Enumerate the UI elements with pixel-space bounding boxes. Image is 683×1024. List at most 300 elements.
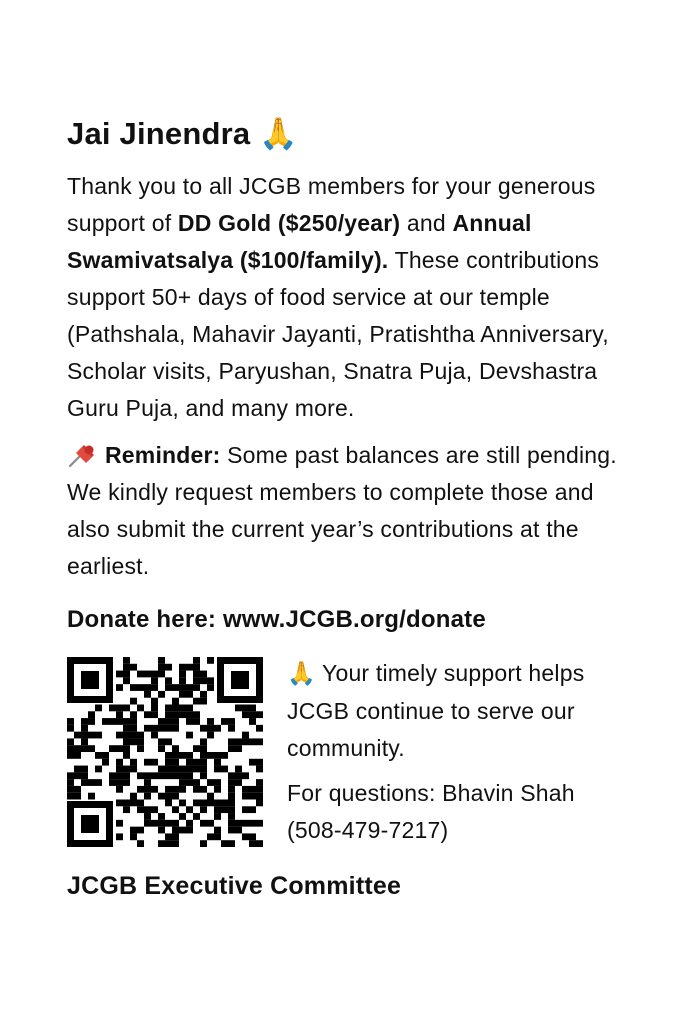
qr-module	[123, 766, 130, 773]
qr-module	[137, 772, 144, 779]
qr-module	[186, 691, 193, 698]
qr-module	[67, 718, 74, 725]
qr-module	[200, 725, 207, 732]
qr-module	[67, 779, 74, 786]
qr-module	[193, 684, 200, 691]
qr-module	[151, 732, 158, 739]
qr-module	[186, 759, 193, 766]
qr-module	[151, 772, 158, 779]
contact-text: For questions: Bhavin Shah (508-479-7217)	[287, 780, 575, 843]
qr-module	[74, 772, 81, 779]
qr-module	[81, 738, 88, 745]
qr-module	[193, 779, 200, 786]
qr-module	[228, 718, 235, 725]
qr-module	[228, 786, 235, 793]
qr-module	[207, 732, 214, 739]
qr-module	[242, 793, 249, 800]
qr-module	[179, 827, 186, 834]
qr-module	[137, 684, 144, 691]
qr-module	[88, 732, 95, 739]
qr-module	[67, 793, 74, 800]
qr-module	[95, 732, 102, 739]
qr-module	[214, 827, 221, 834]
qr-module	[95, 766, 102, 773]
qr-module	[88, 718, 95, 725]
qr-module	[228, 840, 235, 847]
qr-code[interactable]	[67, 657, 263, 847]
qr-module	[130, 698, 137, 705]
qr-module	[207, 833, 214, 840]
qr-module	[214, 725, 221, 732]
qr-module	[172, 840, 179, 847]
qr-module	[130, 827, 137, 834]
qr-module	[193, 759, 200, 766]
qr-module	[221, 718, 228, 725]
qr-module	[242, 820, 249, 827]
qr-module	[137, 671, 144, 678]
qr-module	[158, 738, 165, 745]
qr-module	[172, 827, 179, 834]
qr-module	[186, 684, 193, 691]
qr-module	[256, 800, 263, 807]
qr-module	[186, 732, 193, 739]
qr-module	[144, 711, 151, 718]
qr-module	[186, 711, 193, 718]
qr-module	[74, 732, 81, 739]
qr-module	[256, 840, 263, 847]
qr-module	[172, 786, 179, 793]
qr-module	[228, 725, 235, 732]
qr-module	[116, 786, 123, 793]
qr-module	[207, 677, 214, 684]
qr-module	[256, 793, 263, 800]
qr-module	[256, 786, 263, 793]
pushpin-icon	[67, 442, 97, 466]
qr-module	[67, 752, 74, 759]
qr-module	[144, 786, 151, 793]
qr-module	[130, 664, 137, 671]
qr-module	[228, 779, 235, 786]
qr-module	[151, 820, 158, 827]
thanks-intro: Thank you to all JCGB members for your generous support of	[67, 173, 596, 236]
qr-module	[256, 759, 263, 766]
qr-module	[137, 786, 144, 793]
qr-module	[207, 725, 214, 732]
qr-module	[123, 671, 130, 678]
qr-module	[256, 711, 263, 718]
qr-module	[179, 772, 186, 779]
qr-module	[88, 745, 95, 752]
qr-module	[165, 705, 172, 712]
qr-module	[158, 664, 165, 671]
greeting-heading	[67, 112, 627, 156]
qr-module	[67, 786, 74, 793]
qr-module	[186, 806, 193, 813]
qr-module	[242, 738, 249, 745]
qr-module	[193, 745, 200, 752]
qr-module	[88, 793, 95, 800]
qr-module	[130, 725, 137, 732]
qr-module	[102, 759, 109, 766]
qr-module	[116, 705, 123, 712]
qr-module	[165, 725, 172, 732]
qr-module	[179, 813, 186, 820]
qr-module	[235, 772, 242, 779]
qr-module	[123, 664, 130, 671]
qr-module	[144, 813, 151, 820]
qr-module	[116, 684, 123, 691]
qr-module	[123, 745, 130, 752]
qr-module	[172, 759, 179, 766]
qr-module	[144, 671, 151, 678]
qr-module	[81, 718, 88, 725]
qr-module	[179, 800, 186, 807]
qr-module	[74, 745, 81, 752]
qr-module	[151, 759, 158, 766]
qr-module	[228, 813, 235, 820]
qr-module	[151, 677, 158, 684]
qr-module	[165, 766, 172, 773]
qr-module	[144, 684, 151, 691]
qr-module	[144, 759, 151, 766]
qr-module	[158, 657, 165, 664]
qr-module	[88, 779, 95, 786]
qr-module	[130, 833, 137, 840]
qr-module	[249, 718, 256, 725]
qr-module	[193, 664, 200, 671]
qr-module	[116, 718, 123, 725]
greeting-text: Jai Jinendra	[67, 116, 251, 151]
qr-module	[151, 711, 158, 718]
qr-module	[151, 786, 158, 793]
qr-module	[123, 752, 130, 759]
qr-module	[172, 745, 179, 752]
qr-module	[235, 827, 242, 834]
qr-module	[186, 766, 193, 773]
qr-module	[88, 711, 95, 718]
qr-module	[235, 745, 242, 752]
qr-module	[256, 738, 263, 745]
qr-module	[200, 806, 207, 813]
qr-module	[144, 793, 151, 800]
qr-module	[158, 718, 165, 725]
qr-module	[249, 738, 256, 745]
qr-section	[67, 655, 627, 849]
qr-module	[165, 840, 172, 847]
qr-module	[67, 772, 74, 779]
qr-module	[109, 772, 116, 779]
qr-module	[130, 793, 137, 800]
qr-module	[228, 800, 235, 807]
dd-gold-amount: DD Gold ($250/year)	[177, 210, 401, 236]
qr-module	[200, 745, 207, 752]
qr-module	[207, 800, 214, 807]
qr-module	[200, 840, 207, 847]
support-text	[287, 655, 627, 767]
qr-module	[130, 766, 137, 773]
qr-module	[249, 711, 256, 718]
qr-module	[179, 786, 186, 793]
qr-module	[137, 738, 144, 745]
qr-module	[221, 840, 228, 847]
qr-module	[116, 772, 123, 779]
thanks-details: These contributions support 50+ days of food service at our temple (Pathshala, Mahavir Jayanti, Pratishtha Anniversary, Scholar visits, Paryushan, Snatra Puja, Devshastra Guru Puja, and many more.	[67, 247, 609, 421]
qr-module	[165, 820, 172, 827]
qr-module	[221, 752, 228, 759]
qr-module	[81, 732, 88, 739]
qr-module	[200, 671, 207, 678]
qr-module	[116, 800, 123, 807]
qr-module	[172, 705, 179, 712]
qr-module	[228, 827, 235, 834]
qr-module	[214, 779, 221, 786]
qr-module	[242, 806, 249, 813]
qr-module	[137, 806, 144, 813]
reminder-paragraph	[67, 437, 627, 585]
qr-module	[214, 759, 221, 766]
qr-module	[221, 766, 228, 773]
qr-module	[207, 793, 214, 800]
signature: JCGB Executive Committee	[67, 872, 402, 900]
qr-module	[144, 779, 151, 786]
qr-module	[200, 677, 207, 684]
qr-module	[151, 725, 158, 732]
qr-module	[200, 786, 207, 793]
announcement	[67, 112, 627, 905]
qr-module	[186, 827, 193, 834]
folded-hands-icon: 🙏	[259, 116, 298, 152]
qr-module	[172, 793, 179, 800]
qr-module	[249, 833, 256, 840]
qr-module	[130, 738, 137, 745]
thanks-paragraph	[67, 168, 627, 427]
qr-module	[214, 806, 221, 813]
qr-module	[172, 725, 179, 732]
qr-module	[193, 813, 200, 820]
qr-module	[235, 705, 242, 712]
qr-module	[200, 738, 207, 745]
support-block	[287, 655, 627, 849]
qr-module	[137, 800, 144, 807]
qr-module	[186, 772, 193, 779]
qr-module	[165, 772, 172, 779]
qr-module	[200, 820, 207, 827]
qr-module	[130, 732, 137, 739]
qr-module	[207, 684, 214, 691]
qr-module	[214, 752, 221, 759]
qr-module	[186, 664, 193, 671]
qr-module	[116, 779, 123, 786]
qr-module	[123, 705, 130, 712]
qr-module	[165, 833, 172, 840]
qr-module	[214, 833, 221, 840]
qr-module	[193, 711, 200, 718]
qr-module	[228, 745, 235, 752]
qr-module	[186, 752, 193, 759]
qr-module	[256, 766, 263, 773]
reminder-text: Some past balances are still pending. We kindly request members to complete those and also submit the current year’s contributions at the earliest.	[67, 442, 617, 579]
qr-module	[109, 745, 116, 752]
support-message: Your timely support helps JCGB continue to serve our community.	[287, 660, 585, 761]
swamivatsalya-amount: Annual Swamivatsalya ($100/family).	[67, 210, 532, 273]
qr-module	[74, 766, 81, 773]
qr-module	[172, 766, 179, 773]
qr-module	[214, 786, 221, 793]
qr-module	[74, 793, 81, 800]
qr-module	[172, 684, 179, 691]
qr-module	[235, 738, 242, 745]
qr-module	[144, 772, 151, 779]
qr-module	[179, 705, 186, 712]
qr-module	[200, 800, 207, 807]
qr-module	[165, 718, 172, 725]
qr-module	[193, 766, 200, 773]
qr-module	[130, 800, 137, 807]
qr-module	[249, 705, 256, 712]
qr-module	[214, 766, 221, 773]
qr-module	[158, 691, 165, 698]
qr-module	[179, 664, 186, 671]
qr-module	[193, 677, 200, 684]
qr-module	[158, 813, 165, 820]
qr-module	[214, 813, 221, 820]
qr-module	[81, 766, 88, 773]
qr-module	[130, 711, 137, 718]
qr-module	[116, 671, 123, 678]
qr-module	[186, 718, 193, 725]
qr-module	[249, 786, 256, 793]
qr-module	[123, 725, 130, 732]
qr-module	[172, 718, 179, 725]
qr-module	[249, 759, 256, 766]
qr-module	[186, 820, 193, 827]
folded-hands-icon: 🙏	[287, 661, 316, 687]
qr-module	[179, 779, 186, 786]
qr-module	[144, 820, 151, 827]
qr-module	[67, 745, 74, 752]
qr-module	[207, 752, 214, 759]
qr-module	[67, 725, 74, 732]
qr-module	[207, 820, 214, 827]
qr-module	[249, 820, 256, 827]
qr-module	[130, 684, 137, 691]
qr-module	[228, 738, 235, 745]
qr-module	[81, 745, 88, 752]
qr-module	[137, 745, 144, 752]
qr-module	[221, 800, 228, 807]
qr-module	[172, 711, 179, 718]
qr-module	[158, 725, 165, 732]
qr-module	[193, 657, 200, 664]
qr-module	[242, 772, 249, 779]
qr-module	[123, 779, 130, 786]
qr-module	[256, 779, 263, 786]
qr-module	[207, 718, 214, 725]
qr-module	[179, 684, 186, 691]
qr-module	[172, 820, 179, 827]
qr-module	[123, 718, 130, 725]
qr-module	[95, 705, 102, 712]
qr-module	[151, 698, 158, 705]
qr-module	[109, 718, 116, 725]
qr-module	[130, 759, 137, 766]
qr-module	[158, 772, 165, 779]
qr-module	[179, 677, 186, 684]
qr-module	[235, 820, 242, 827]
qr-module	[165, 738, 172, 745]
qr-module	[200, 759, 207, 766]
qr-module	[200, 752, 207, 759]
qr-module	[165, 711, 172, 718]
qr-module	[102, 718, 109, 725]
qr-module	[186, 779, 193, 786]
qr-module	[228, 820, 235, 827]
qr-module	[179, 766, 186, 773]
qr-module	[242, 732, 249, 739]
qr-module	[193, 698, 200, 705]
qr-module	[123, 677, 130, 684]
qr-module	[116, 732, 123, 739]
qr-module	[165, 793, 172, 800]
qr-module	[200, 766, 207, 773]
qr-module	[235, 779, 242, 786]
qr-module	[193, 671, 200, 678]
qr-module	[123, 800, 130, 807]
qr-module	[81, 779, 88, 786]
qr-module	[158, 793, 165, 800]
qr-module	[165, 800, 172, 807]
qr-module	[137, 827, 144, 834]
qr-module	[193, 800, 200, 807]
qr-module	[123, 738, 130, 745]
qr-module	[249, 793, 256, 800]
qr-module	[144, 691, 151, 698]
qr-module	[165, 752, 172, 759]
qr-module	[165, 677, 172, 684]
qr-module	[228, 772, 235, 779]
qr-module	[144, 806, 151, 813]
qr-module	[172, 833, 179, 840]
qr-module	[172, 698, 179, 705]
donate-link[interactable]: Donate here: www.JCGB.org/donate	[67, 606, 486, 633]
qr-module	[165, 684, 172, 691]
qr-module	[137, 732, 144, 739]
qr-module	[95, 779, 102, 786]
qr-module	[193, 718, 200, 725]
qr-module	[151, 671, 158, 678]
qr-module	[200, 698, 207, 705]
qr-module	[158, 671, 165, 678]
qr-module	[242, 833, 249, 840]
qr-module	[123, 772, 130, 779]
qr-module	[109, 779, 116, 786]
qr-module	[116, 820, 123, 827]
qr-module	[158, 745, 165, 752]
qr-module	[186, 705, 193, 712]
qr-module	[67, 738, 74, 745]
qr-module	[81, 725, 88, 732]
qr-module	[158, 820, 165, 827]
qr-module	[116, 711, 123, 718]
qr-module	[130, 718, 137, 725]
qr-module	[242, 786, 249, 793]
qr-module	[151, 684, 158, 691]
qr-module	[193, 786, 200, 793]
qr-module	[179, 752, 186, 759]
qr-module	[242, 705, 249, 712]
qr-module	[158, 827, 165, 834]
qr-module	[74, 752, 81, 759]
